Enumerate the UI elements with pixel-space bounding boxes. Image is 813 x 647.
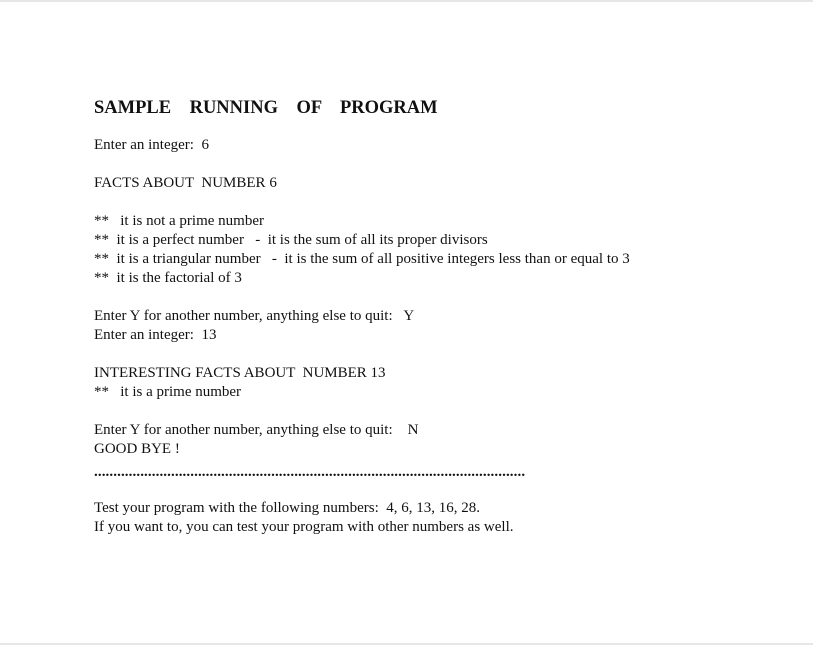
- bottom-border: [0, 643, 813, 645]
- footer-note: If you want to, you can test your program with other numbers as well.: [94, 519, 514, 535]
- sample-line: ** it is a perfect number - it is the sum of all its proper divisors: [94, 232, 488, 248]
- sample-line: ** it is a prime number: [94, 384, 242, 400]
- sample-line: ** it is not a prime number: [94, 213, 264, 229]
- top-border: [0, 0, 813, 2]
- sample-line: ** it is a triangular number - it is the sum of all positive integers less than or equal to 3: [94, 251, 630, 267]
- sample-line: Enter an integer: 13: [94, 327, 217, 343]
- sample-line: ** it is the factorial of 3: [94, 270, 242, 286]
- page-title: SAMPLE RUNNING OF PROGRAM: [94, 98, 438, 118]
- sample-line: INTERESTING FACTS ABOUT NUMBER 13: [94, 365, 386, 381]
- document-page: [94, 97, 774, 537]
- sample-line: GOOD BYE !: [94, 441, 180, 457]
- sample-line: FACTS ABOUT NUMBER 6: [94, 175, 277, 191]
- sample-line: Enter an integer: 6: [94, 137, 209, 153]
- sample-line: Enter Y for another number, anything else to quit: Y: [94, 308, 415, 324]
- dotted-separator: ................................................................................................................: [94, 465, 526, 480]
- sample-line: Enter Y for another number, anything else to quit: N: [94, 422, 419, 438]
- footer-note: Test your program with the following numbers: 4, 6, 13, 16, 28.: [94, 500, 480, 516]
